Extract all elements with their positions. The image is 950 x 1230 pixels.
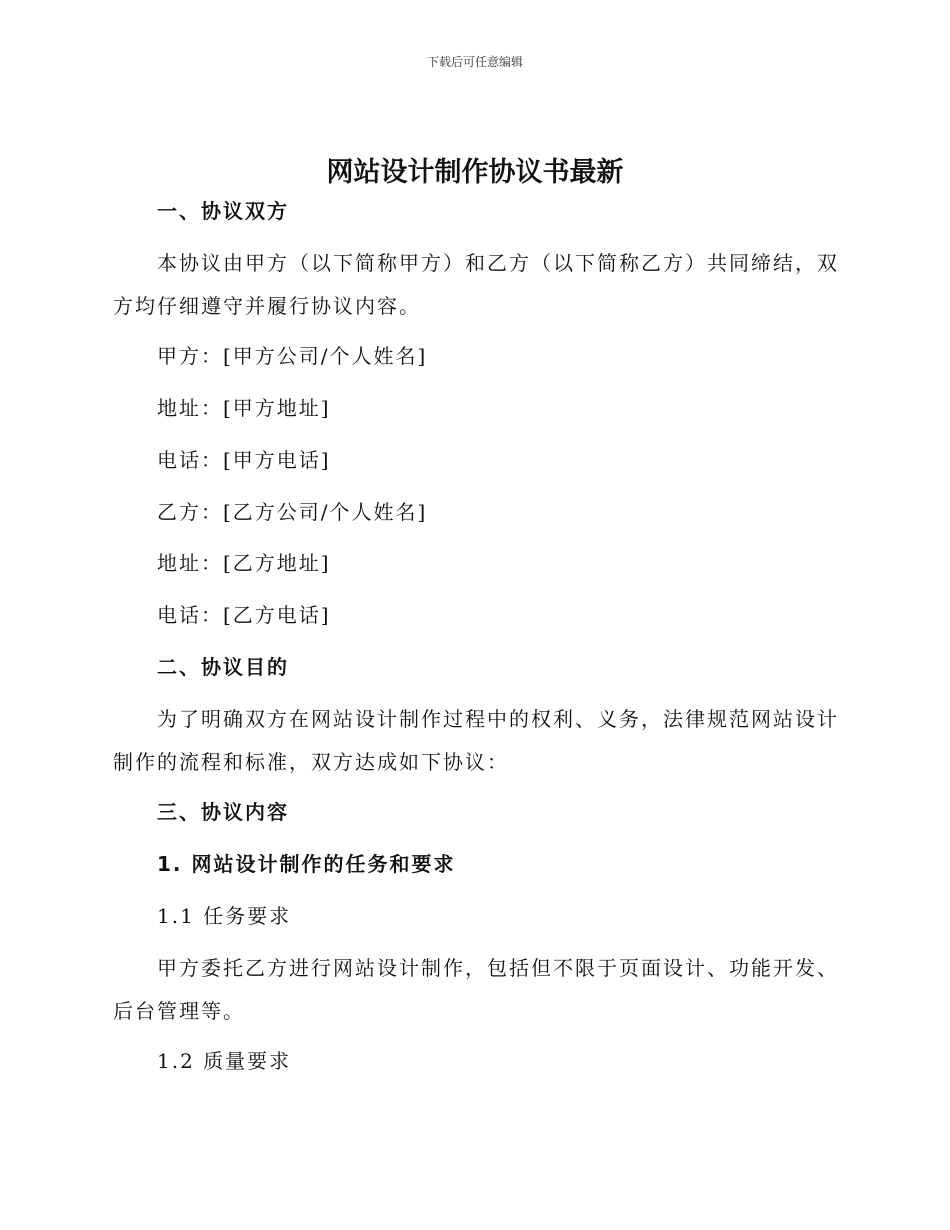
party-a-phone: 电话：[甲方电话] xyxy=(157,448,331,472)
party-b-name: 乙方：[乙方公司/个人姓名] xyxy=(157,500,428,524)
section-2-text-line-2: 制作的流程和标准，双方达成如下协议： xyxy=(113,750,509,774)
section-3-heading: 三、协议内容 xyxy=(157,800,289,824)
party-a-address: 地址：[甲方地址] xyxy=(157,396,331,420)
subsection-1-1-text-line-1: 甲方委托乙方进行网站设计制作，包括但不限于页面设计、功能开发、 xyxy=(157,956,839,980)
party-b-address: 地址：[乙方地址] xyxy=(157,551,331,575)
subsection-1-heading: 1. 网站设计制作的任务和要求 xyxy=(157,852,456,876)
subsection-1-1-heading: 1.1 任务要求 xyxy=(157,904,292,928)
section-2-heading: 二、协议目的 xyxy=(157,655,289,679)
section-1-heading: 一、协议双方 xyxy=(157,199,289,223)
party-b-phone: 电话：[乙方电话] xyxy=(157,603,331,627)
subsection-1-1-text-line-2: 后台管理等。 xyxy=(113,999,245,1023)
section-1-intro-line-1: 本协议由甲方（以下简称甲方）和乙方（以下简称乙方）共同缔结，双 xyxy=(157,251,839,275)
section-2-text-line-1: 为了明确双方在网站设计制作过程中的权利、义务，法律规范网站设计 xyxy=(157,707,839,731)
subsection-1-2-heading: 1.2 质量要求 xyxy=(157,1049,292,1073)
section-1-intro-line-2: 方均仔细遵守并履行协议内容。 xyxy=(113,294,421,318)
document-title: 网站设计制作协议书最新 xyxy=(326,157,624,188)
page-header-note: 下载后可任意编辑 xyxy=(426,55,523,69)
party-a-name: 甲方：[甲方公司/个人姓名] xyxy=(157,344,428,368)
